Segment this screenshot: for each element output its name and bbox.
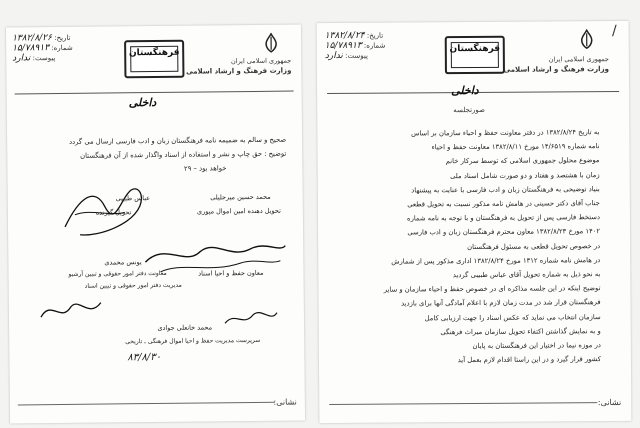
signature-scrawl-icon — [140, 231, 291, 283]
body-line: توضیح اینکه در این جلسه مذاکره ای در خصوص حفظ و احیاء سازمان و سایر — [383, 284, 601, 294]
body-line: جناب آقای دکتر حسینی در هامش نامه مذکور نسبت به تحویل قطعی — [407, 199, 600, 209]
minutes-body — [347, 125, 601, 368]
letter-meta: تاریخ: ۱۳۸۲/۸/۲۴ شماره: ۱۵/۷۸۹۱۳ پیوست: ندارد — [324, 30, 386, 62]
body-line: ۱۴۰۲ مورخ ۱۳۸۲/۸/۲۳ معاون محترم فرهنگستان زبان و ادب فارسی — [407, 227, 601, 237]
letter-meta: تاریخ: ۱۳۸۲/۸/۲۶ شماره: ۱۵/۷۸۹۱۳ پیوست: ندارد — [11, 33, 73, 64]
document-type: داخلی — [128, 95, 157, 110]
signatory-name: یونس محمدی — [104, 258, 142, 267]
signatory-title: تحویل گیرنده — [95, 208, 132, 217]
attachment-value: ندارد — [324, 50, 343, 62]
org-line-1: جمهوری اسلامی ایران — [230, 56, 292, 66]
emblem-icon — [263, 33, 279, 53]
signatory-title: تحویل دهنده امین اموال میوری — [196, 206, 281, 216]
body-line: سازمان انتخاب می نماید که عکس اسناد را جهت ارزیابی کامل — [424, 312, 601, 322]
body-line: توضیح : حق چاپ و نشر و استفاده از اسناد واگذار شده از آن فرهنگستان — [80, 149, 287, 160]
signature-scrawl-icon — [60, 176, 151, 247]
body-line: فرهنگستان قرار شد در مدت زمان لازم با اعلام آمادگی آنها برای بازدید — [401, 298, 601, 308]
signatory-title: معاون حفظ و احیا اسناد — [198, 268, 264, 278]
signatory-name: عباس طبیبی — [115, 194, 151, 203]
signatory-title: سرپرست مدیریت حفظ و احیا اموال فرهنگی ـ تاریخی — [125, 336, 261, 346]
body-line: و به نمایش گذاشتن اکتفاء تحویل سازمان میراث فرهنگی — [440, 326, 601, 337]
signature-scrawl-icon — [37, 293, 107, 328]
organization-logo: فرهنگستان — [124, 40, 184, 79]
number-value: ۱۵/۷۸۹۱۳ — [324, 40, 362, 52]
body-line: در هامش نامه شماره ۱۳۱۲ مورخ ۱۳۸۲/۸/۲۴ اداری مذکور پس از شمارش — [391, 255, 601, 266]
body-line: صحیح و سالم به ضمیمه نامه فرهنگستان زبان و ادب فارسی ارسال می گردد — [69, 135, 287, 146]
number-value: ۱۵/۷۸۹۱۳ — [12, 43, 50, 54]
body-line: کشور قرار گیرد و در این راستا اقدام لازم بعمل آید — [457, 355, 601, 365]
footer-address-label: نشانی: — [597, 397, 622, 408]
body-line: به تاریخ ۱۳۸۲/۸/۲۴ در دفتر معاونت حفظ و احیاء سازمان بر اساس — [411, 128, 600, 138]
org-line-1: جمهوری اسلامی ایران — [548, 55, 609, 64]
footer-address-label: نشانی: — [273, 397, 297, 407]
letter-body — [25, 133, 286, 178]
signatory-name: محمد حسین میرجلیلی — [210, 192, 271, 202]
document-left-page — [6, 24, 305, 423]
handwritten-date: ۸۳/۸/۳۰ — [127, 351, 162, 364]
organization-logo: فرهنگستان — [445, 36, 505, 74]
date-value: ۱۳۸۲/۸/۲۴ — [324, 30, 365, 42]
body-line: بنیاد توضیحی به فرهنگستان زبان و ادب فارسی با عنایت به پیشنهاد — [411, 184, 600, 195]
org-line-2: وزارت فرهنگ و ارشاد اسلامی — [503, 65, 609, 74]
signatory-title: معاونت دفتر امور حقوقی و تبیین آرشیو — [68, 269, 167, 278]
signatory-name: محمد خانعلی جوادی — [157, 323, 213, 332]
footer-divider — [18, 402, 275, 406]
corner-mark: / — [611, 22, 617, 40]
body-line: خواهد بود – ۲۹ — [183, 164, 227, 174]
document-subtitle: صورتجلسه — [453, 105, 485, 115]
header-divider — [15, 91, 294, 95]
org-line-2: وزارت فرهنگ و ارشاد اسلامی — [186, 66, 292, 76]
footer-divider — [329, 402, 597, 405]
body-line: دستخط فارسی پس از تحویل به فرهنگستان و با توجه به نامه شماره — [406, 213, 600, 223]
body-line: زمان با هشتصد و هفتاد و دو صورت شامل اسناد ملی — [450, 170, 600, 180]
body-line: موضوع محلول جمهوری اسلامی که توسط سرکار خانم — [445, 156, 600, 166]
emblem-icon — [579, 29, 595, 49]
document-type: داخلی — [451, 83, 479, 98]
body-line: به نحو ذیل به شماره تحویل آقای عباس طبیبی گردید — [452, 270, 601, 280]
body-line: نامه شماره ۱۴/۶۵۱۹ مورخ ۱۳۸۲/۸/۱۱ معاونت حفظ و احیاء — [431, 142, 600, 152]
attachment-value: ندارد — [12, 53, 31, 64]
signature-scrawl-icon — [221, 305, 281, 332]
body-line: در موزه نیما در اختیار این فرهنگستان به پایان — [472, 341, 601, 351]
body-line: در خصوص تحویل قطعی به مسئول فرهنگستان — [467, 241, 601, 251]
signatory-title: مدیریت دفتر امور حقوقی و تبیین اسناد — [84, 281, 182, 290]
document-right-page — [317, 21, 632, 423]
date-value: ۱۳۸۲/۸/۲۶ — [11, 33, 53, 44]
